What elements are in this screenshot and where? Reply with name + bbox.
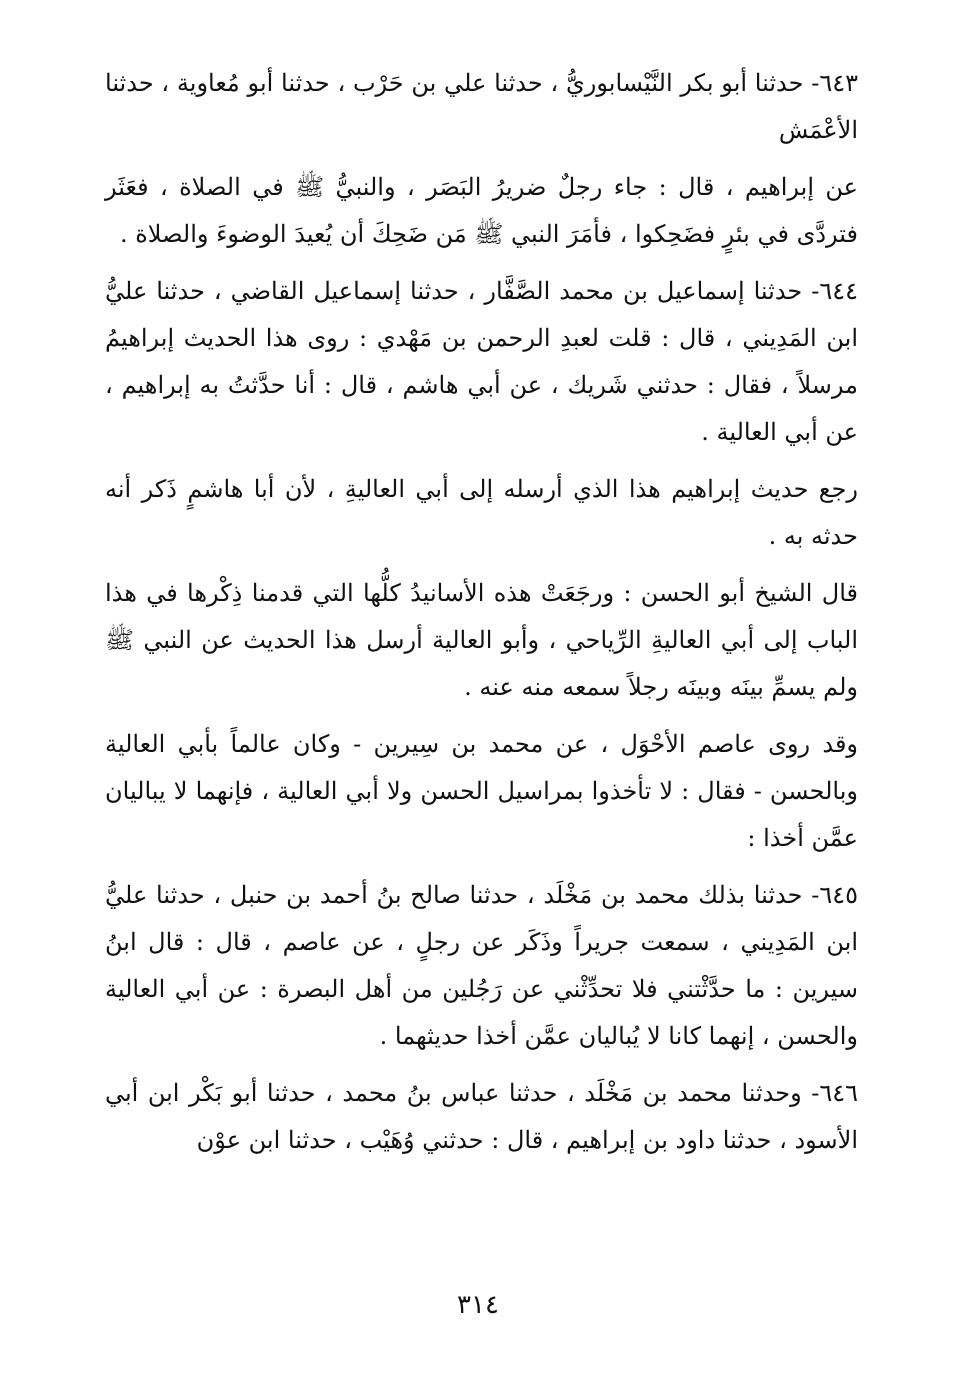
paragraph-commentary-1: رجع حديث إبراهيم هذا الذي أرسله إلى أبي العاليةِ ، لأن أبا هاشمٍ ذَكر أنه حدثه به . — [105, 475, 858, 550]
paragraph-646: ٦٤٦- وحدثنا محمد بن مَخْلَد ، حدثنا عباس بنُ محمد ، حدثنا أبو بَكْر ابن أبي الأسود ، حدثنا داود بن إبراهيم ، قال : حدثني وُهَيْب ، حدثنا ابن عوْن — [105, 1079, 858, 1154]
paragraph-commentary-3: وقد روى عاصم الأحْوَل ، عن محمد بن سِيرين - وكان عالماً بأبي العالية وبالحسن - فقال : لا تأخذوا بمراسيل الحسن ولا أبي العالية ، فإنهما لا يباليان عمَّن أخذا : — [105, 730, 858, 852]
page-number: ٣١٤ — [457, 1290, 499, 1320]
paragraph-643: ٦٤٣- حدثنا أبو بكر النَّيْسابوريُّ ، حدثنا علي بن حَرْب ، حدثنا أبو مُعاوية ، حدثنا الأعْمَش — [105, 69, 858, 144]
paragraph-gap — [105, 711, 858, 721]
paragraph-645: ٦٤٥- حدثنا بذلك محمد بن مَخْلَد ، حدثنا صالح بنُ أحمد بن حنبل ، حدثنا عليُّ ابن المَدِيني ، سمعت جريراً وذَكَر عن رجلٍ ، عن عاصم ، قال : قال ابنُ سيرين : ما حدَّثْتني فلا تحدِّثْني عن رَجُلين من أهل البصرة : عن أبي العالية والحسن ، إنهما كانا لا يُباليان عمَّن أخذا حديثهما . — [105, 881, 858, 1050]
paragraph-gap — [105, 258, 858, 268]
paragraph-gap — [105, 560, 858, 570]
paragraph-gap — [105, 456, 858, 466]
paragraph-commentary-2: قال الشيخ أبو الحسن : ورجَعَتْ هذه الأسانيدُ كلُّها التي قدمنا ذِكْرها في هذا الباب إلى أبي العاليةِ الرِّياحي ، وأبو العالية أرسل هذا الحديث عن النبي ﷺ ولم يسمِّ بينَه وبينَه رجلاً سمعه منه عنه . — [105, 579, 858, 701]
paragraph-gap — [105, 154, 858, 164]
page-body — [105, 60, 858, 1164]
paragraph-644: ٦٤٤- حدثنا إسماعيل بن محمد الصَّفَّار ، حدثنا إسماعيل القاضي ، حدثنا عليُّ ابن المَدِيني ، قال : قلت لعبدِ الرحمن بن مَهْدي : روى هذا الحديث إبراهيمُ مرسلاً ، فقال : حدثني شَريك ، عن أبي هاشم ، قال : أنا حدَّثتُ به إبراهيم ، عن أبي العالية . — [105, 277, 858, 446]
paragraph-gap — [105, 862, 858, 872]
paragraph-gap — [105, 1060, 858, 1070]
paragraph-643-text: عن إبراهيم ، قال : جاء رجلٌ ضريرُ البَصَر ، والنبيُّ ﷺ في الصلاة ، فعَثَر فتردَّى في بئرٍ فضَحِكوا ، فأمَرَ النبي ﷺ مَن ضَحِكَ أن يُعيدَ الوضوءَ والصلاة . — [105, 173, 858, 248]
